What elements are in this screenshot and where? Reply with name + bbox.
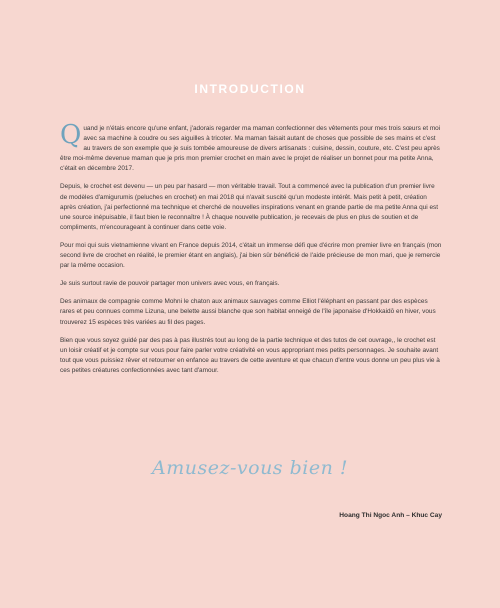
paragraph-1-text: uand je n'étais encore qu'une enfant, j'adorais regarder ma maman confectionner des vêtements pour mes trois sœurs et moi avec sa machine à coudre ou ses aiguilles à tricoter. Ma maman faisait autant de choses que possible de ses mains et c'est au travers de son exemple que je suis tombée amoureuse de divers artisanats : cuisine, dessin, couture, etc. C'est peu après être moi-même devenue maman que je pris mon premier crochet en main avec le projet de réaliser un bonnet pour ma petite Anna, c'était en décembre 2017. xyxy=(60,125,441,173)
intro-text xyxy=(60,120,442,384)
page-title: INTRODUCTION xyxy=(194,82,306,96)
paragraph-1 xyxy=(60,120,442,174)
paragraph-2: Depuis, le crochet est devenu — un peu par hasard — mon véritable travail. Tout a commencé avec la publication d'un premier livre de modèles d'amigurumis (peluches en crochet) en mai 2018 qui n'avait suscité qu'un modeste intérêt. Mais petit à petit, création après création, j'ai perfectionné ma technique et cherché de nouvelles inspirations venant en grande partie de ma petite Anna qui est une source inépuisable, il faut bien le reconnaître ! À chaque nouvelle publication, je recevais de plus en plus de soutien et de compliments, m'encourageant à continuer dans cette voie. xyxy=(60,183,439,231)
paragraph-4: Je suis surtout ravie de pouvoir partager mon univers avec vous, en français. xyxy=(60,280,280,288)
author-signature: Hoang Thi Ngoc Anh – Khuc Cay xyxy=(339,512,442,519)
drop-cap: Q xyxy=(60,120,82,150)
paragraph-5: Des animaux de compagnie comme Mohni le chaton aux animaux sauvages comme Elliot l'éléphant en passant par des espèces rares et peu connues comme Lizuna, une belette aussi blanche que son habitat enneigé de l'île japonaise d'Hokkaidō en hiver, vous trouverez 15 espèces très variées au fil des pages. xyxy=(60,298,436,326)
paragraph-3: Pour moi qui suis vietnamienne vivant en France depuis 2014, c'était un immense défi que d'écrire mon premier livre en français (mon second livre de crochet en réalité, le premier étant en anglais), j'ai bien sûr bénéficié de l'aide précieuse de mon mari, que je remercie par la même occasion. xyxy=(60,241,442,270)
closing-greeting: Amusez-vous bien ! xyxy=(152,457,348,479)
paragraph-6: Bien que vous soyez guidé par des pas à pas illustrés tout au long de la partie technique et des tutos de cet ouvrage,, le crochet est un loisir créatif et je compte sur vous pour faire parler votre créativité en vous appropriant mes petits personnages. Je souhaite avant tout que vous puissiez rêver et retourner en enfance au travers de cette aventure et que chacun d'entre vous donne un peu plus vie à ces petites créatures confectionnées avec tant d'amour. xyxy=(60,336,440,374)
